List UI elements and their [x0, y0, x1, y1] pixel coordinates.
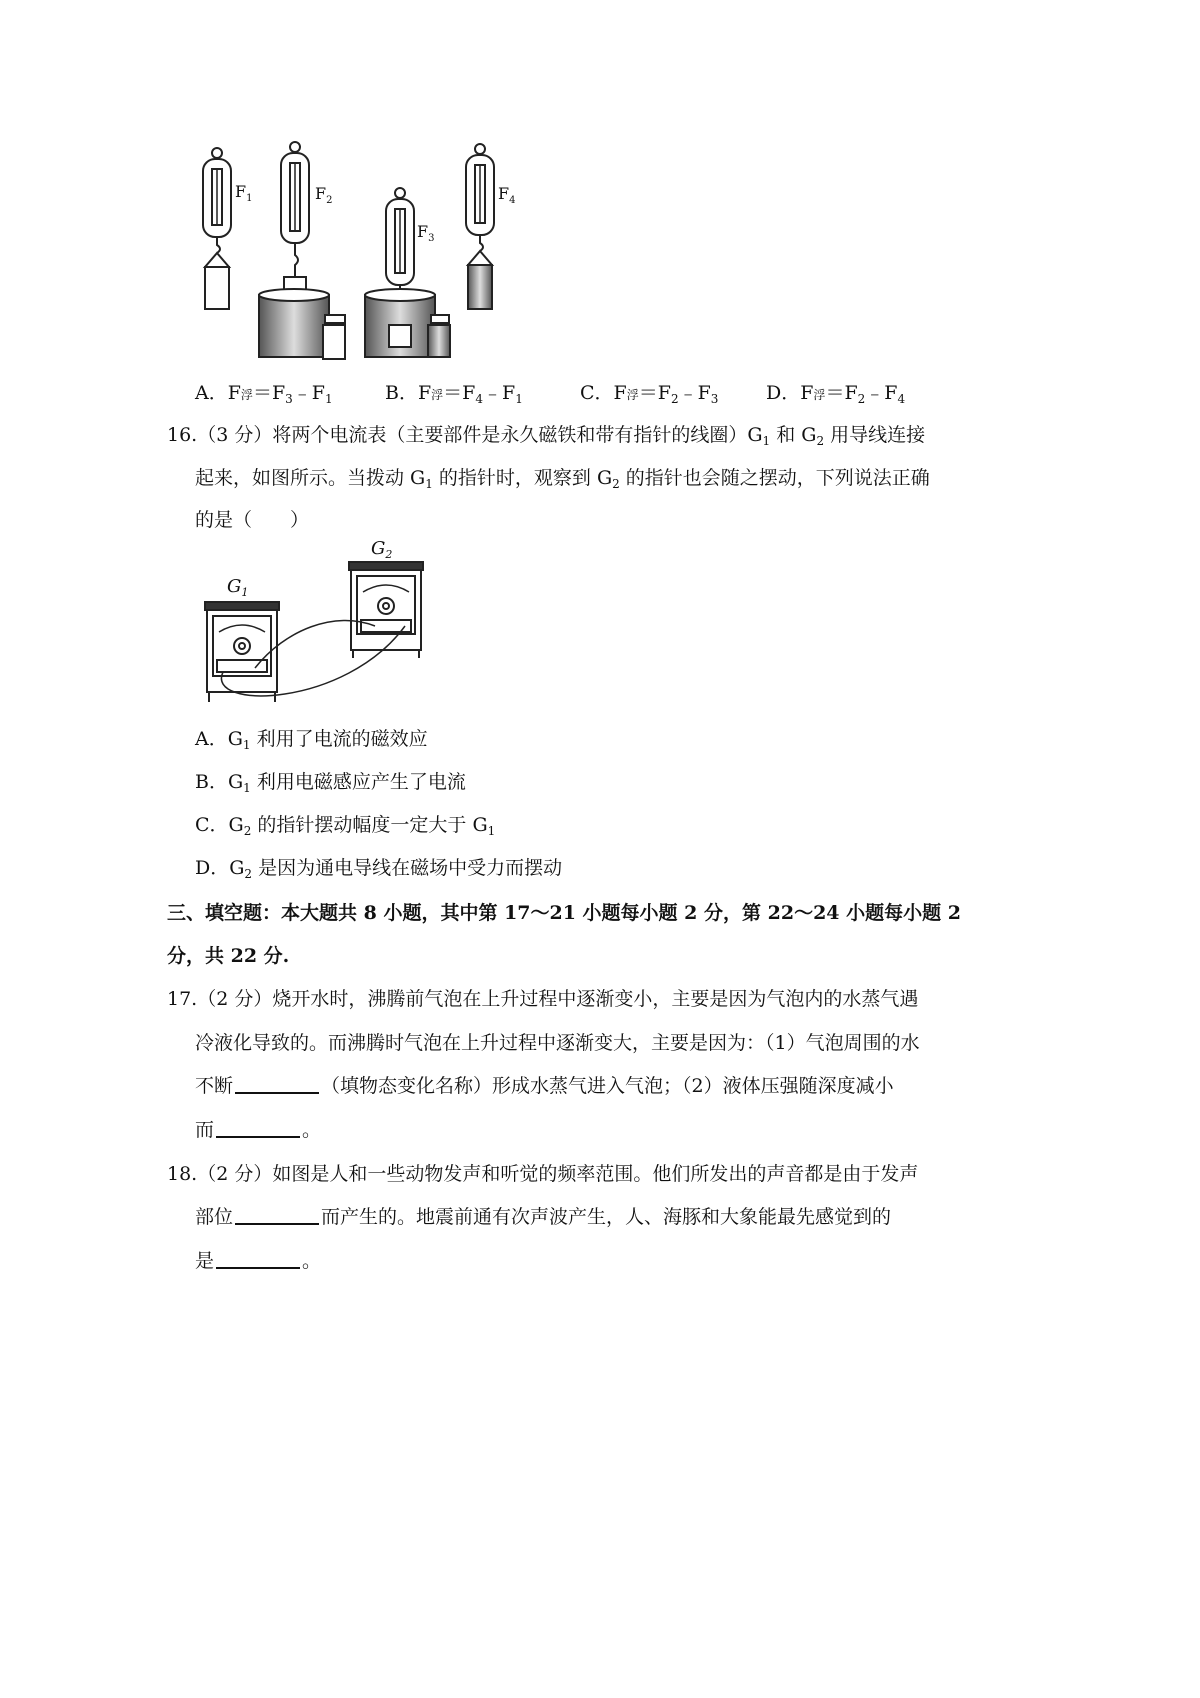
label-f3: $F_3$: [417, 222, 435, 244]
q16-option-d: D．$G_2$ 是因为通电导线在磁场中受力而摆动: [195, 857, 563, 881]
galvanometer-figure: [195, 540, 445, 710]
q18-line-1: 18.（2 分）如图是人和一些动物发声和听觉的频率范围。他们所发出的声音都是由于发声: [167, 1163, 919, 1185]
q17-line-4: 而 。: [195, 1119, 322, 1141]
q17-line-1: 17.（2 分）烧开水时，沸腾前气泡在上升过程中逐渐变小，主要是因为气泡内的水蒸气遇: [167, 988, 919, 1010]
q15-option-d: D．F浮$=F_2﹣F_4$: [766, 382, 906, 406]
q17-line-2: 冷液化导致的。而沸腾时气泡在上升过程中逐渐变大，主要是因为：（1）气泡周围的水: [195, 1032, 920, 1054]
spring-scale-figure: [195, 135, 535, 370]
q18-line-3: 是 。: [195, 1250, 322, 1272]
q16-line-1: 16.（3 分）将两个电流表（主要部件是永久磁铁和带有指针的线圈）$G_1$ 和 $G_2$ 用导线连接: [167, 424, 926, 448]
q17-blank-1[interactable]: [235, 1074, 319, 1094]
q18-blank-1[interactable]: [235, 1205, 319, 1225]
q18-blank-2[interactable]: [216, 1249, 300, 1269]
q15-option-c: C．F浮$=F_2﹣F_3$: [580, 382, 719, 406]
label-f1: $F_1$: [235, 182, 253, 204]
q18-line-2: 部位 而产生的。地震前通有次声波产生，人、海豚和大象能最先感觉到的: [195, 1206, 892, 1228]
q16-line-2: 起来，如图所示。当拨动 $G_1$ 的指针时，观察到 $G_2$ 的指针也会随之摆动，下列说法正确: [195, 467, 930, 491]
label-g1: $G_1$: [227, 576, 249, 599]
label-g2: $G_2$: [371, 540, 393, 561]
section-3-heading-line-1: 三、填空题：本大题共 8 小题，其中第 17～21 小题每小题 2 分，第 22～24 小题每小题 2: [167, 902, 961, 924]
section-3-heading-line-2: 分，共 22 分.: [167, 945, 290, 967]
q15-option-b: B．F浮$=F_4﹣F_1$: [385, 382, 523, 406]
q16-option-b: B．$G_1$ 利用电磁感应产生了电流: [195, 771, 466, 795]
q15-option-a: A．F浮$=F_3﹣F_1$: [195, 382, 333, 406]
q16-line-3: 的是（ ）: [195, 509, 310, 531]
q17-line-3: 不断 （填物态变化名称）形成水蒸气进入气泡；（2）液体压强随深度减小: [195, 1075, 894, 1097]
label-f2: $F_2$: [315, 184, 333, 206]
q16-option-a: A．$G_1$ 利用了电流的磁效应: [195, 728, 428, 752]
label-f4: $F_4$: [498, 184, 516, 206]
q17-blank-2[interactable]: [216, 1118, 300, 1138]
q16-option-c: C．$G_2$ 的指针摆动幅度一定大于 $G_1$: [195, 814, 496, 838]
